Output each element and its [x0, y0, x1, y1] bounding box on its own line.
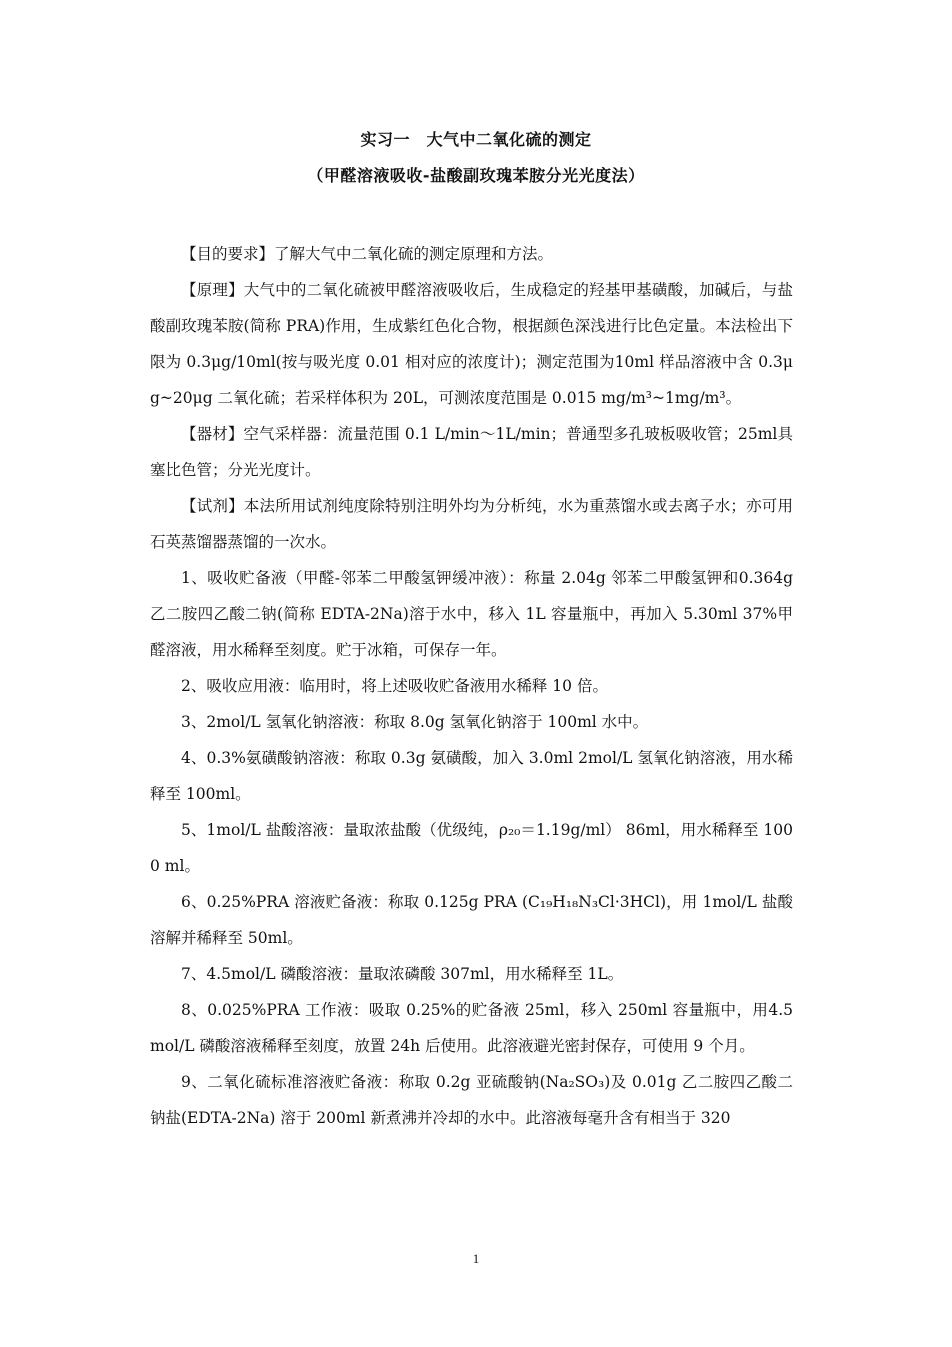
paragraph-objective: 【目的要求】了解大气中二氧化硫的测定原理和方法。: [181, 245, 554, 263]
paragraph-reagent-2: 2、吸收应用液：临用时，将上述吸收贮备液用水稀释 10 倍。: [181, 677, 608, 695]
paragraph-equipment: 【器材】空气采样器：流量范围 0.1 L/min～1L/min；普通型多孔玻板吸收管；25ml具塞比色管；分光光度计。: [150, 425, 793, 479]
paragraph-reagent-3: 3、2mol/L 氢氧化钠溶液：称取 8.0g 氢氧化钠溶于 100ml 水中。: [181, 713, 649, 731]
document-body: [150, 236, 793, 1136]
paragraph-reagent-9: 9、二氧化硫标准溶液贮备液：称取 0.2g 亚硫酸钠(Na₂SO₃)及 0.01g 乙二胺四乙酸二钠盐(EDTA-2Na) 溶于 200ml 新煮沸并冷却的水中。此溶液每毫升含有相当于 320: [150, 1073, 793, 1127]
paragraph-reagent-4: 4、0.3%氨磺酸钠溶液：称取 0.3g 氨磺酸，加入 3.0ml 2mol/L 氢氧化钠溶液，用水稀释至 100ml。: [150, 749, 793, 803]
paragraph-reagent-1: 1、吸收贮备液（甲醛-邻苯二甲酸氢钾缓冲液）：称量 2.04g 邻苯二甲酸氢钾和0.364g 乙二胺四乙酸二钠(简称 EDTA-2Na)溶于水中，移入 1L 容量瓶中，再加入 5.30ml 37%甲醛溶液，用水稀释至刻度。贮于冰箱，可保存一年。: [150, 569, 793, 659]
paragraph-reagent-7: 7、4.5mol/L 磷酸溶液：量取浓磷酸 307ml，用水稀释至 1L。: [181, 965, 624, 983]
document-title: 实习一 大气中二氧化硫的测定: [360, 130, 592, 149]
paragraph-principle: 【原理】大气中的二氧化硫被甲醛溶液吸收后，生成稳定的羟基甲基磺酸，加碱后，与盐酸副玫瑰苯胺(简称 PRA)作用，生成紫红色化合物，根据颜色深浅进行比色定量。本法检出下限为 0.3μg/10ml(按与吸光度 0.01 相对应的浓度计)；测定范围为10ml 样品溶液中含 0.3μg~20μg 二氧化硫；若采样体积为 20L，可测浓度范围是 0.015 mg/m³~1mg/m³。: [150, 281, 793, 407]
paragraph-reagent-5: 5、1mol/L 盐酸溶液：量取浓盐酸（优级纯，ρ₂₀＝1.19g/ml） 86ml，用水稀释至 1000 ml。: [150, 821, 793, 875]
paragraph-reagent-6: 6、0.25%PRA 溶液贮备液：称取 0.125g PRA (C₁₉H₁₈N₃Cl·3HCl)，用 1mol/L 盐酸溶解并稀释至 50ml。: [150, 893, 793, 947]
paragraph-reagents: 【试剂】本法所用试剂纯度除特别注明外均为分析纯，水为重蒸馏水或去离子水；亦可用石英蒸馏器蒸馏的一次水。: [150, 497, 793, 551]
page-number: 1: [472, 1251, 480, 1266]
paragraph-reagent-8: 8、0.025%PRA 工作液：吸取 0.25%的贮备液 25ml，移入 250ml 容量瓶中，用4.5mol/L 磷酸溶液稀释至刻度，放置 24h 后使用。此溶液避光密封保存，可使用 9 个月。: [150, 1001, 793, 1055]
document-subtitle: （甲醛溶液吸收-盐酸副玫瑰苯胺分光光度法）: [307, 166, 645, 185]
